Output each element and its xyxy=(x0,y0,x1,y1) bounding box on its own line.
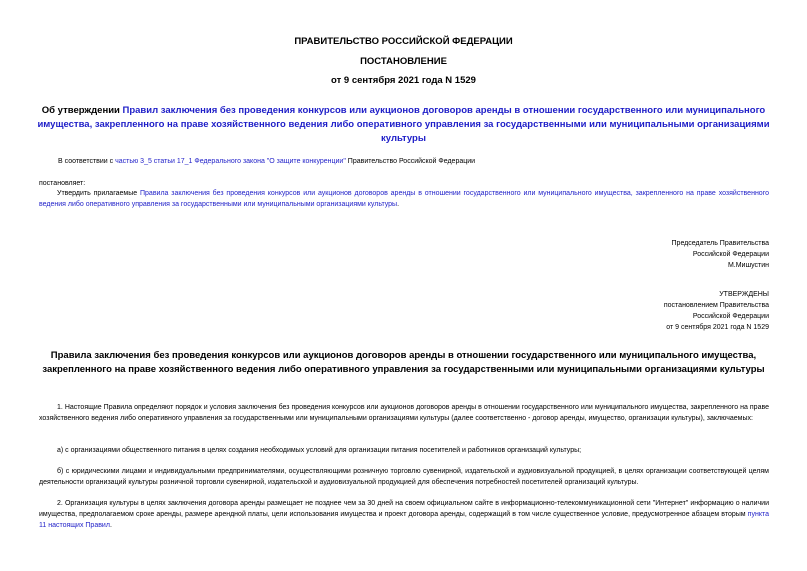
rules-paragraph-a: а) с организациями общественного питания в целях создания необходимых условий для организации питания посетителей и работников организаций культуры; xyxy=(57,447,582,454)
approve-paragraph xyxy=(39,188,769,210)
signature-name: М.Мишустин xyxy=(727,262,769,269)
document-title xyxy=(30,104,777,146)
preamble-text-1: В соответствии с xyxy=(58,158,116,165)
rules-title: Правила заключения без проведения конкурсов или аукционов договоров аренды в отношении государственного или муниципального имущества, закрепленного на праве хозяйственного ведения либо оперативного управления за государственными или муниципальными организациями культуры xyxy=(42,350,765,375)
competition-law-link[interactable]: частью 3_5 статьи 17_1 Федерального закона "О защите конкуренции" xyxy=(115,158,346,165)
approved-label: УТВЕРЖДЕНЫ xyxy=(719,291,769,298)
signature-block xyxy=(500,238,769,271)
document-date-number: от 9 сентября 2021 года N 1529 xyxy=(331,75,476,86)
signature-position: Председатель Правительства xyxy=(671,240,769,247)
approved-rules-link[interactable]: Правила заключения без проведения конкурсов или аукционов договоров аренды в отношении государственного или муниципального имущества, закрепленного на праве хозяйственного ведения либо оперативного управления за государственными или муниципальными организациями культуры xyxy=(39,190,769,208)
rules-paragraph-b: б) с юридическими лицами и индивидуальными предпринимателями, осуществляющими розничную торговлю сувенирной, издательской и аудиовизуальной продукцией, в целях организации соответствующей целям деятельности организаций культуры розничной торговли сувенирной, издательской и аудиовизуальной продукцией для обеспечения потребностей посетителей организаций культуры. xyxy=(39,468,769,486)
approved-date: от 9 сентября 2021 года N 1529 xyxy=(666,324,769,331)
government-header: ПРАВИТЕЛЬСТВО РОССИЙСКОЙ ФЕДЕРАЦИИ xyxy=(294,36,513,47)
approve-text-1: Утвердить прилагаемые xyxy=(57,190,140,197)
approved-by: постановлением Правительства xyxy=(663,302,769,309)
preamble-text-2: Правительство Российской Федерации xyxy=(345,158,476,165)
paragraph-2-text: 2. Организация культуры в целях заключения договора аренды размещает не позднее чем за 30 дней на своем официальном сайте в информационно-телекоммуникационной сети "Интернет" информацию о наличии имущества, предполагаемом сроке аренды, размере арендной платы, цели использования имущества и проект договора аренды, содержащий в том числе существенное условие, предусмотренное абзацем вторым xyxy=(39,500,769,518)
document-type: ПОСТАНОВЛЕНИЕ xyxy=(360,56,447,67)
approved-country: Российской Федерации xyxy=(692,313,769,320)
title-prefix: Об утверждении xyxy=(41,105,123,116)
title-rules-link[interactable]: Правил заключения без проведения конкурсов или аукционов договоров аренды в отношении государственного или муниципального имущества, закрепленного на праве хозяйственного ведения либо оперативного управления за государственными или муниципальными организациями культуры xyxy=(37,105,770,144)
decides-text: постановляет: xyxy=(39,180,86,187)
rules-paragraph-1: 1. Настоящие Правила определяют порядок и условия заключения без проведения конкурсов или аукционов договоров аренды в отношении государственного или муниципального имущества, закрепленного на праве хозяйственного ведения либо оперативного управления за государственными или муниципальными организациями культуры (далее соответственно - договор аренды, имущество, организации культуры), заключаемых: xyxy=(39,404,769,422)
rule-11-link[interactable]: пункта 11 настоящих Правил xyxy=(39,511,769,529)
signature-country: Российской Федерации xyxy=(692,251,769,258)
preamble-paragraph xyxy=(58,156,778,167)
rules-paragraph-2 xyxy=(39,498,769,531)
paragraph-2-end: . xyxy=(109,522,112,529)
approve-text-2: . xyxy=(397,201,400,208)
approved-block xyxy=(500,289,769,333)
